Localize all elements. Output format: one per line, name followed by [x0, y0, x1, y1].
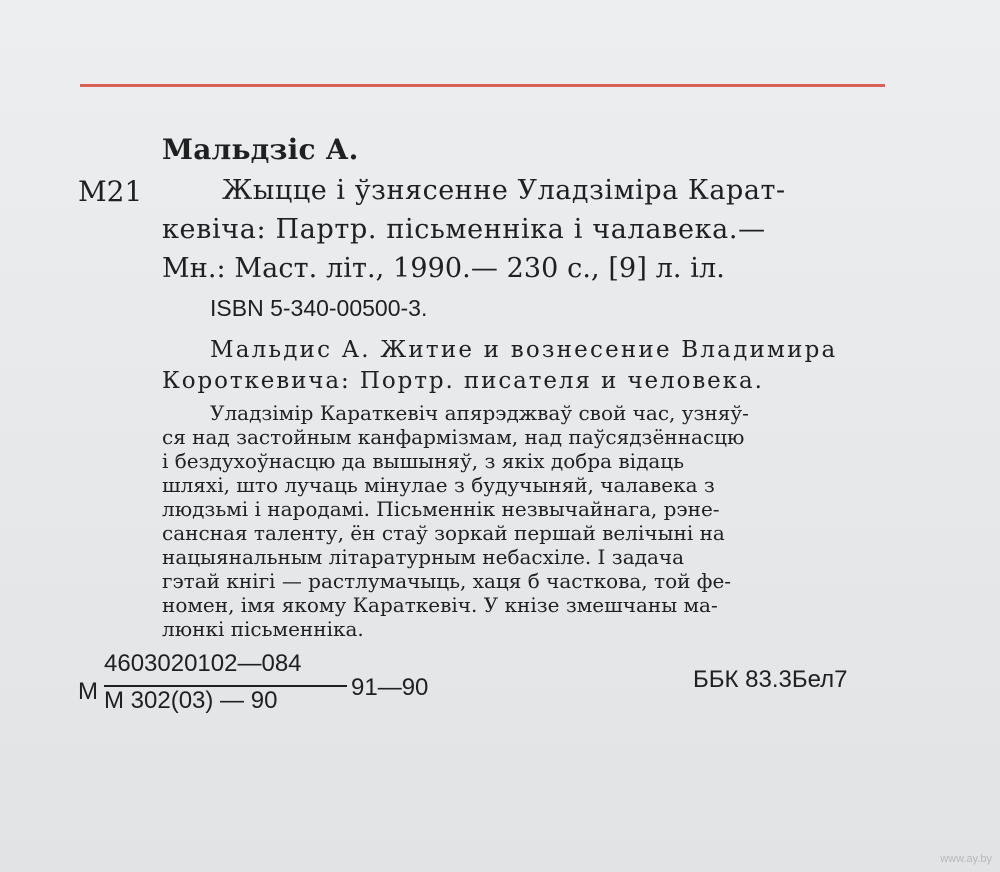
annotation-line-3 — [162, 449, 883, 473]
annotation-line-7 — [162, 545, 883, 569]
annotation-text-4: шляхі, што лучаць мінулае з будучыняй, чалавека з — [162, 473, 715, 497]
isbn-line: ISBN 5-340-00500-3. — [210, 295, 428, 321]
title-line-2: кевіча: Партр. пісьменніка і чалавека.— — [162, 214, 766, 245]
annotation-line-10 — [162, 617, 364, 641]
annotation-text-1: Уладзімір Караткевіч апярэджваў свой час, узняў- — [210, 401, 749, 425]
fraction-denominator: М 302(03) — 90 — [104, 687, 278, 714]
annotation-line-5 — [162, 497, 883, 521]
title-line-1: Жыцце і ўзнясенне Уладзіміра Карат- — [222, 175, 786, 206]
annotation-line-8 — [162, 569, 883, 593]
russian-title-line-1: Мальдис А. Житие и вознесение Владимира — [210, 337, 838, 363]
site-watermark: www.ay.by — [940, 853, 992, 865]
footer-m-label: М — [78, 678, 98, 705]
annotation-text-8: гэтай кнігі — растлумачыць, хаця б часткова, той фе- — [162, 569, 732, 593]
annotation-text-9: номен, імя якому Караткевіч. У кнізе змешчаны ма- — [162, 593, 718, 617]
annotation-line-1 — [210, 401, 883, 425]
annotation-line-9 — [162, 593, 883, 617]
bbk-code: ББК 83.3Бел7 — [693, 666, 848, 693]
annotation-line-2 — [162, 425, 883, 449]
author-heading: Мальдзіс А. — [162, 133, 359, 166]
fraction-suffix: 91—90 — [351, 674, 429, 701]
publication-line: Мн.: Маст. літ., 1990.— 230 с., [9] л. іл. — [162, 253, 725, 284]
annotation-line-4 — [162, 473, 883, 497]
annotation-text-2: ся над застойным канфармізмам, над паўсядзённасцю — [162, 425, 745, 449]
fraction-numerator: 4603020102—084 — [104, 650, 302, 677]
call-number: М21 — [78, 175, 143, 208]
annotation-line-6 — [162, 521, 883, 545]
annotation-text-3: і бездухоўнасцю да вышыняў, з якіх добра відаць — [162, 449, 685, 473]
red-top-rule — [80, 84, 885, 87]
annotation-text-7: нацыянальным літаратурным небасхіле. І задача — [162, 545, 685, 569]
russian-title-line-2: Короткевича: Портр. писателя и человека. — [162, 368, 764, 394]
annotation-text-6: сансная таленту, ён стаў зоркай першай велічыні на — [162, 521, 725, 545]
annotation-text-5: людзьмі і народамі. Пісьменнік незвычайнага, рэне- — [162, 497, 720, 521]
annotation-text-10: люнкі пісьменніка. — [162, 617, 364, 641]
